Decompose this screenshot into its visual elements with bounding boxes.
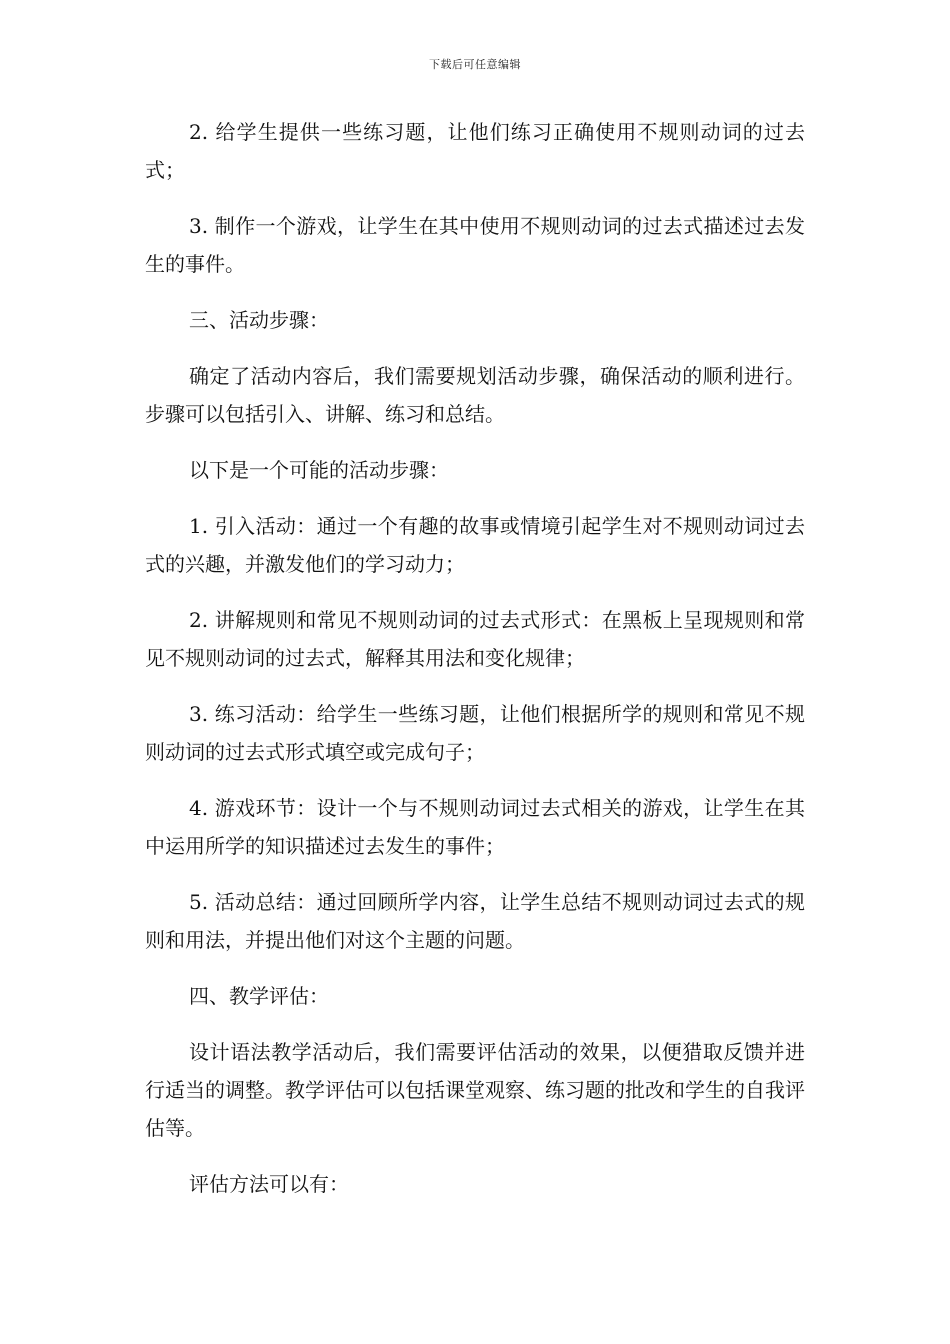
paragraph-possible-steps: 以下是一个可能的活动步骤： [189,458,449,482]
document-body [145,113,805,1221]
list-item-step-explain: 2. 讲解规则和常见不规则动词的过去式形式：在黑板上呈现规则和常见不规则动词的过去式，解释其用法和变化规律； [145,608,805,670]
list-item-make-game: 3. 制作一个游戏，让学生在其中使用不规则动词的过去式描述过去发生的事件。 [145,214,805,276]
list-item-practice-exercises: 2. 给学生提供一些练习题，让他们练习正确使用不规则动词的过去式； [145,120,805,182]
section-heading-activity-steps: 三、活动步骤： [189,308,329,332]
section-heading-evaluation: 四、教学评估： [189,984,329,1008]
list-item-step-game: 4. 游戏环节：设计一个与不规则动词过去式相关的游戏，让学生在其中运用所学的知识描述过去发生的事件； [145,796,805,858]
paragraph-evaluation-methods: 评估方法可以有： [189,1172,349,1196]
paragraph-steps-intro: 确定了活动内容后，我们需要规划活动步骤，确保活动的顺利进行。步骤可以包括引入、讲解、练习和总结。 [145,364,805,426]
list-item-step-summary: 5. 活动总结：通过回顾所学内容，让学生总结不规则动词过去式的规则和用法，并提出他们对这个主题的问题。 [145,890,805,952]
list-item-step-intro: 1. 引入活动：通过一个有趣的故事或情境引起学生对不规则动词过去式的兴趣，并激发他们的学习动力； [145,514,805,576]
list-item-step-practice: 3. 练习活动：给学生一些练习题，让他们根据所学的规则和常见不规则动词的过去式形式填空或完成句子； [145,702,805,764]
paragraph-evaluation: 设计语法教学活动后，我们需要评估活动的效果，以便猎取反馈并进行适当的调整。教学评估可以包括课堂观察、练习题的批改和学生的自我评估等。 [145,1040,805,1140]
page-header: 下载后可任意编辑 [429,58,521,71]
